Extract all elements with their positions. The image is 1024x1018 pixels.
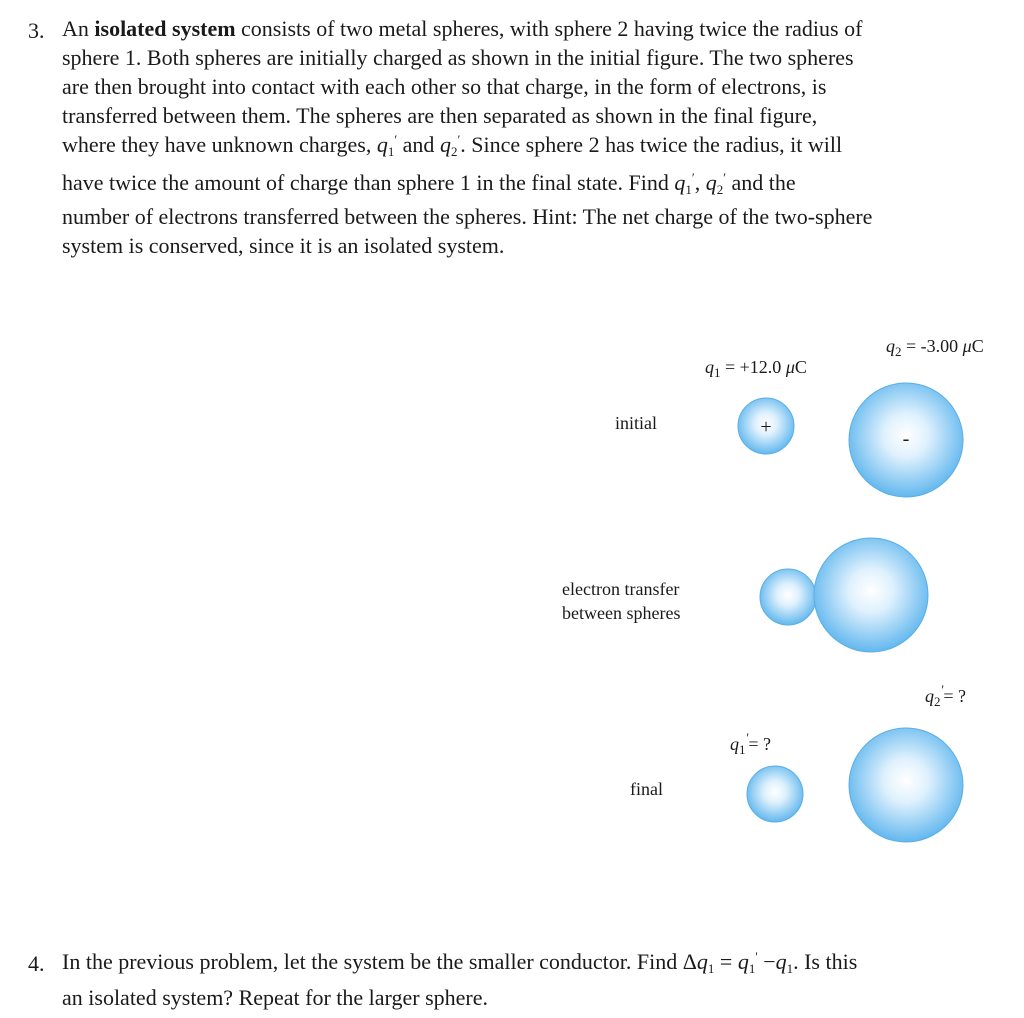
q-symbol-2: q xyxy=(737,949,749,974)
q2-unit-c: C xyxy=(971,336,984,356)
final-label: final xyxy=(630,779,663,799)
q2-value: = -3.00 xyxy=(906,336,959,356)
q1-final-sub: 1 xyxy=(739,742,746,757)
q1-prime-symbol: q xyxy=(376,132,388,157)
line-6-end: and the xyxy=(731,170,796,195)
problem-3-line-4: transferred between them. The spheres are then separated as shown in the final figure, xyxy=(62,103,818,128)
q2-prime-sub-2: 2 xyxy=(716,182,724,197)
problem-4-line-2: an isolated system? Repeat for the larger sphere. xyxy=(62,985,488,1010)
sphere-2-initial xyxy=(848,382,964,498)
q1-value: = +12.0 xyxy=(725,357,782,377)
q2-final-sub: 2 xyxy=(934,694,941,709)
q2-final-symbol: q xyxy=(925,686,934,706)
sphere-1-initial xyxy=(737,397,795,455)
q1-final-value: = ? xyxy=(748,734,771,754)
initial-label: initial xyxy=(615,413,657,433)
q-symbol-1: q xyxy=(696,949,708,974)
q1-prime-mark: ′ xyxy=(394,132,398,147)
q2-prime-mark-2: ′ xyxy=(723,170,727,185)
q-symbol-3: q xyxy=(775,949,787,974)
q-sub-2: 1 xyxy=(748,961,756,976)
plus-sign: + xyxy=(760,416,772,438)
q2-prime-mark: ′ xyxy=(457,132,461,147)
q2-final-prime: ′ xyxy=(940,682,944,697)
problem-4-line-1-start: In the previous problem, let the system be the smaller conductor. Find xyxy=(62,949,678,974)
q1-sub: 1 xyxy=(714,365,721,380)
q2-prime-symbol-2: q xyxy=(705,170,717,195)
problem-3-line-1 xyxy=(62,16,862,42)
q2-symbol: q xyxy=(886,336,895,356)
period: . xyxy=(793,949,799,974)
sphere-2-contact xyxy=(813,537,929,653)
isolated-system-term: isolated system xyxy=(94,16,236,41)
q1-final-label xyxy=(730,730,771,757)
q1-prime-symbol-2: q xyxy=(674,170,686,195)
problem-3-line-7: number of electrons transferred between the spheres. Hint: The net charge of the two-sphere xyxy=(62,204,873,229)
line-6-start: have twice the amount of charge than sphere 1 in the final state. Find xyxy=(62,170,669,195)
q1-final-prime: ′ xyxy=(745,730,749,745)
problem-4-line-1 xyxy=(62,949,857,975)
q1-final-symbol: q xyxy=(730,734,739,754)
q-prime-mark: ' xyxy=(755,949,758,964)
intro-word: An xyxy=(62,16,89,41)
problem-4-line-1-end: Is this xyxy=(804,949,858,974)
q-sub-1: 1 xyxy=(707,961,715,976)
minus-operator: − xyxy=(763,949,776,974)
q2-final-value: = ? xyxy=(943,686,966,706)
problem-3-number: 3. xyxy=(28,18,45,43)
sphere-1-contact xyxy=(759,568,817,626)
q2-initial-label xyxy=(886,336,984,357)
q2-unit-mu: μ xyxy=(962,336,972,356)
problem-3-line-6 xyxy=(62,170,796,196)
q1-prime-sub: 1 xyxy=(387,144,395,159)
q1-prime-mark-2: ′ xyxy=(691,170,695,185)
comma-1: , xyxy=(694,170,701,195)
line-1-rest: consists of two metal spheres, with sphere 2 having twice the radius of xyxy=(241,16,863,41)
q-sub-3: 1 xyxy=(786,961,794,976)
q2-prime-sub: 2 xyxy=(450,144,458,159)
q1-unit-mu: μ xyxy=(785,357,795,377)
problem-4-number: 4. xyxy=(28,951,45,976)
q1-symbol: q xyxy=(705,357,714,377)
line-5-start: where they have unknown charges, xyxy=(62,132,372,157)
line-5-and: and xyxy=(402,132,435,157)
delta-symbol: Δ xyxy=(682,949,697,974)
q2-prime-symbol: q xyxy=(439,132,451,157)
line-5-end: . Since sphere 2 has twice the radius, it will xyxy=(460,132,843,157)
sphere-1-final xyxy=(746,765,804,823)
problem-3-line-3: are then brought into contact with each other so that charge, in the form of electrons, is xyxy=(62,74,827,99)
q1-prime-sub-2: 1 xyxy=(685,182,692,197)
q2-final-label xyxy=(925,682,966,709)
problem-3-line-2: sphere 1. Both spheres are initially charged as shown in the initial figure. The two spheres xyxy=(62,45,854,70)
problem-3-line-8: system is conserved, since it is an isolated system. xyxy=(62,233,505,258)
problem-3-line-5 xyxy=(62,132,842,158)
transfer-label-line-2: between spheres xyxy=(562,603,681,623)
minus-sign: - xyxy=(902,428,910,450)
sphere-2-final xyxy=(848,727,964,843)
transfer-label-line-1: electron transfer xyxy=(562,579,680,599)
q1-initial-label xyxy=(705,357,807,378)
equals-sign: = xyxy=(719,949,733,974)
q1-unit-c: C xyxy=(794,357,807,377)
q2-sub: 2 xyxy=(895,344,902,359)
